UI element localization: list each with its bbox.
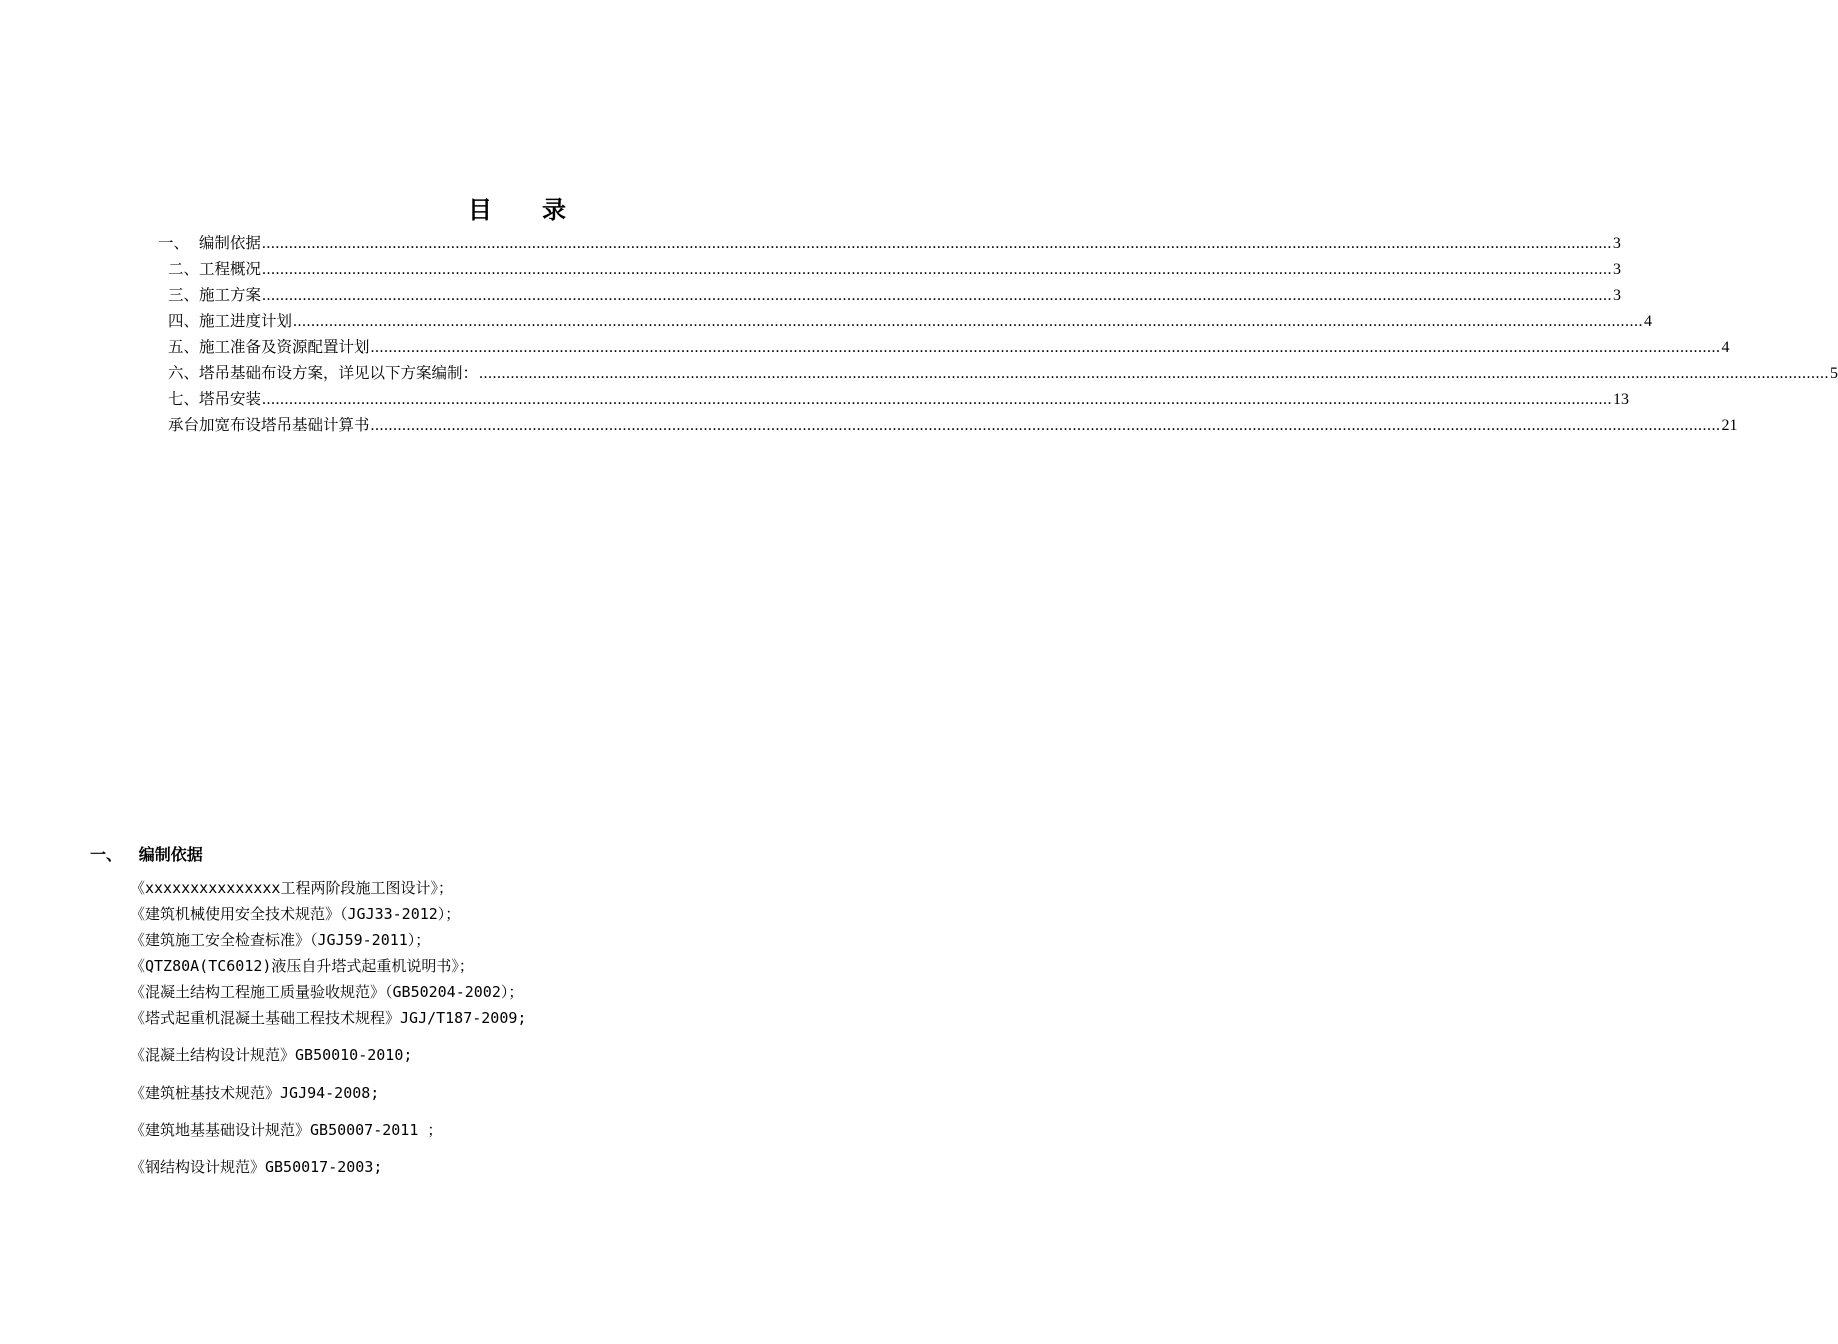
reference-item: 《混凝土结构工程施工质量验收规范》（GB50204-2002）； bbox=[130, 983, 524, 1001]
toc-entry-label: 六、塔吊基础布设方案，详见以下方案编制： bbox=[168, 364, 479, 382]
toc-entry[interactable] bbox=[168, 282, 1622, 308]
toc-entry-label: 一、 编制依据 bbox=[158, 234, 261, 252]
toc-entry[interactable] bbox=[168, 386, 1630, 412]
toc-entry-page: 5 bbox=[1830, 365, 1838, 382]
toc-entry[interactable] bbox=[168, 412, 1738, 438]
toc-entry-label: 四、施工进度计划 bbox=[168, 312, 293, 330]
reference-item: 《塔式起重机混凝土基础工程技术规程》JGJ/T187-2009; bbox=[130, 1009, 527, 1027]
toc-entry[interactable] bbox=[168, 308, 1653, 334]
toc-entry-page: 21 bbox=[1721, 417, 1738, 434]
reference-item: 《建筑地基基础设计规范》GB50007-2011 ； bbox=[130, 1121, 443, 1139]
toc-entry-label: 五、施工准备及资源配置计划 bbox=[168, 338, 370, 356]
toc-entry-page: 13 bbox=[1613, 391, 1630, 408]
reference-item: 《建筑机械使用安全技术规范》（JGJ33-2012）； bbox=[130, 905, 461, 923]
toc-entry-page: 4 bbox=[1721, 339, 1730, 356]
toc-entry-page: 3 bbox=[1613, 287, 1622, 304]
toc-entry-label: 三、施工方案 bbox=[168, 286, 262, 304]
reference-item: 《QTZ80A(TC6012)液压自升塔式起重机说明书》； bbox=[130, 957, 474, 975]
toc-leader-dots: ............................................................................................................................................................................................................................................................................................................ bbox=[479, 365, 1830, 382]
toc-leader-dots: ............................................................................................................................................................................................................................................................................................................ bbox=[262, 391, 1613, 408]
reference-item: 《xxxxxxxxxxxxxxx工程两阶段施工图设计》； bbox=[130, 879, 453, 897]
reference-item: 《建筑桩基技术规范》JGJ94-2008; bbox=[130, 1084, 380, 1102]
toc-leader-dots: ............................................................................................................................................................................................................................................................................................................ bbox=[261, 235, 1612, 252]
toc-leader-dots: ............................................................................................................................................................................................................................................................................................................ bbox=[370, 339, 1721, 356]
toc-entry[interactable] bbox=[168, 256, 1622, 282]
toc-entry[interactable] bbox=[168, 360, 1838, 386]
toc-entry[interactable] bbox=[158, 230, 1621, 256]
toc-entry[interactable] bbox=[168, 334, 1730, 360]
toc-leader-dots: ............................................................................................................................................................................................................................................................................................................ bbox=[293, 313, 1644, 330]
toc-entry-page: 3 bbox=[1612, 235, 1621, 252]
section-heading: 一、 编制依据 bbox=[90, 845, 203, 864]
toc-entry-page: 4 bbox=[1644, 313, 1653, 330]
toc-title-part1: 目 bbox=[468, 195, 494, 224]
toc-entry-label: 承台加宽布设塔吊基础计算书 bbox=[168, 416, 370, 434]
toc-leader-dots: ............................................................................................................................................................................................................................................................................................................ bbox=[262, 261, 1613, 278]
toc-entry-label: 七、塔吊安装 bbox=[168, 390, 262, 408]
toc-entry-page: 3 bbox=[1613, 261, 1622, 278]
reference-item: 《建筑施工安全检查标准》（JGJ59-2011）； bbox=[130, 931, 431, 949]
toc-title bbox=[0, 190, 1036, 225]
toc-leader-dots: ............................................................................................................................................................................................................................................................................................................ bbox=[370, 417, 1721, 434]
toc-leader-dots: ............................................................................................................................................................................................................................................................................................................ bbox=[262, 287, 1613, 304]
toc-entry-label: 二、工程概况 bbox=[168, 260, 262, 278]
reference-item: 《钢结构设计规范》GB50017-2003; bbox=[130, 1158, 383, 1176]
toc-title-part2: 录 bbox=[542, 195, 568, 224]
reference-item: 《混凝土结构设计规范》GB50010-2010; bbox=[130, 1046, 413, 1064]
